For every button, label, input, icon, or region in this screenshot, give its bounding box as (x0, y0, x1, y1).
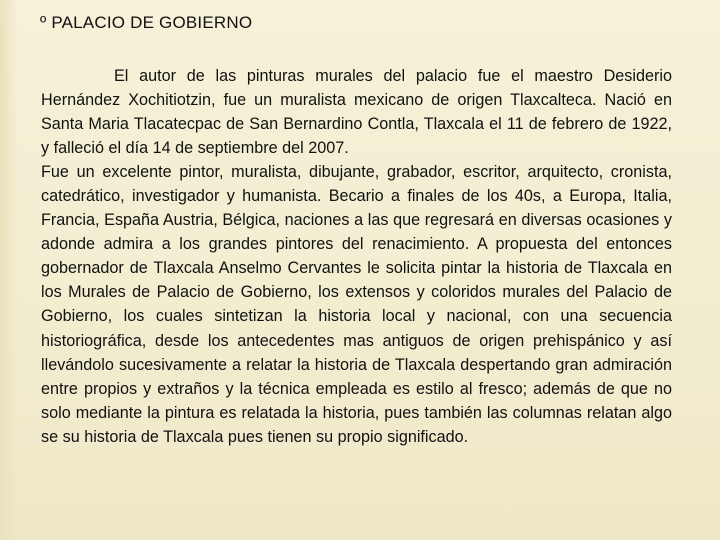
slide-body (41, 64, 672, 449)
paragraph-author: El autor de las pinturas murales del palacio fue el maestro Desiderio Hernández Xochitiotzin, fue un muralista mexicano de origen Tlaxcalteca. Nació en Santa Maria Tlacatecpac de San Bernardino Contla, Tlaxcala el 11 de febrero de 1922, y falleció el día 14 de septiembre del 2007. (41, 67, 672, 158)
paragraph-biography: Fue un excelente pintor, muralista, dibujante, grabador, escritor, arquitecto, cronista, catedrático, investigador y humanista. Becario a finales de los 40s, a Europa, Italia, Francia, España Austria, Bélgica, naciones a las que regresará en diversas ocasiones y adonde admira a los grandes pintores del renacimiento. A propuesta del entonces gobernador de Tlaxcala Anselmo Cervantes le solicita pintar la historia de Tlaxcala en los Murales de Palacio de Gobierno, los extensos y coloridos murales del Palacio de Gobierno, los cuales sintetizan la historia local y nacional, con una secuencia historiográfica, desde los antecedentes mas antiguos de origen prehispánico y así llevándolo sucesivamente a relatar la historia de Tlaxcala despertando gran admiración entre propios y extraños y la técnica empleada es estilo al fresco; además de que no solo mediante la pintura es relatada la historia, pues también las columnas relatan algo se su historia de Tlaxcala pues tienen su propio significado. (41, 163, 672, 446)
slide-edge-shade (0, 0, 18, 540)
slide-title: º PALACIO DE GOBIERNO (40, 13, 253, 32)
